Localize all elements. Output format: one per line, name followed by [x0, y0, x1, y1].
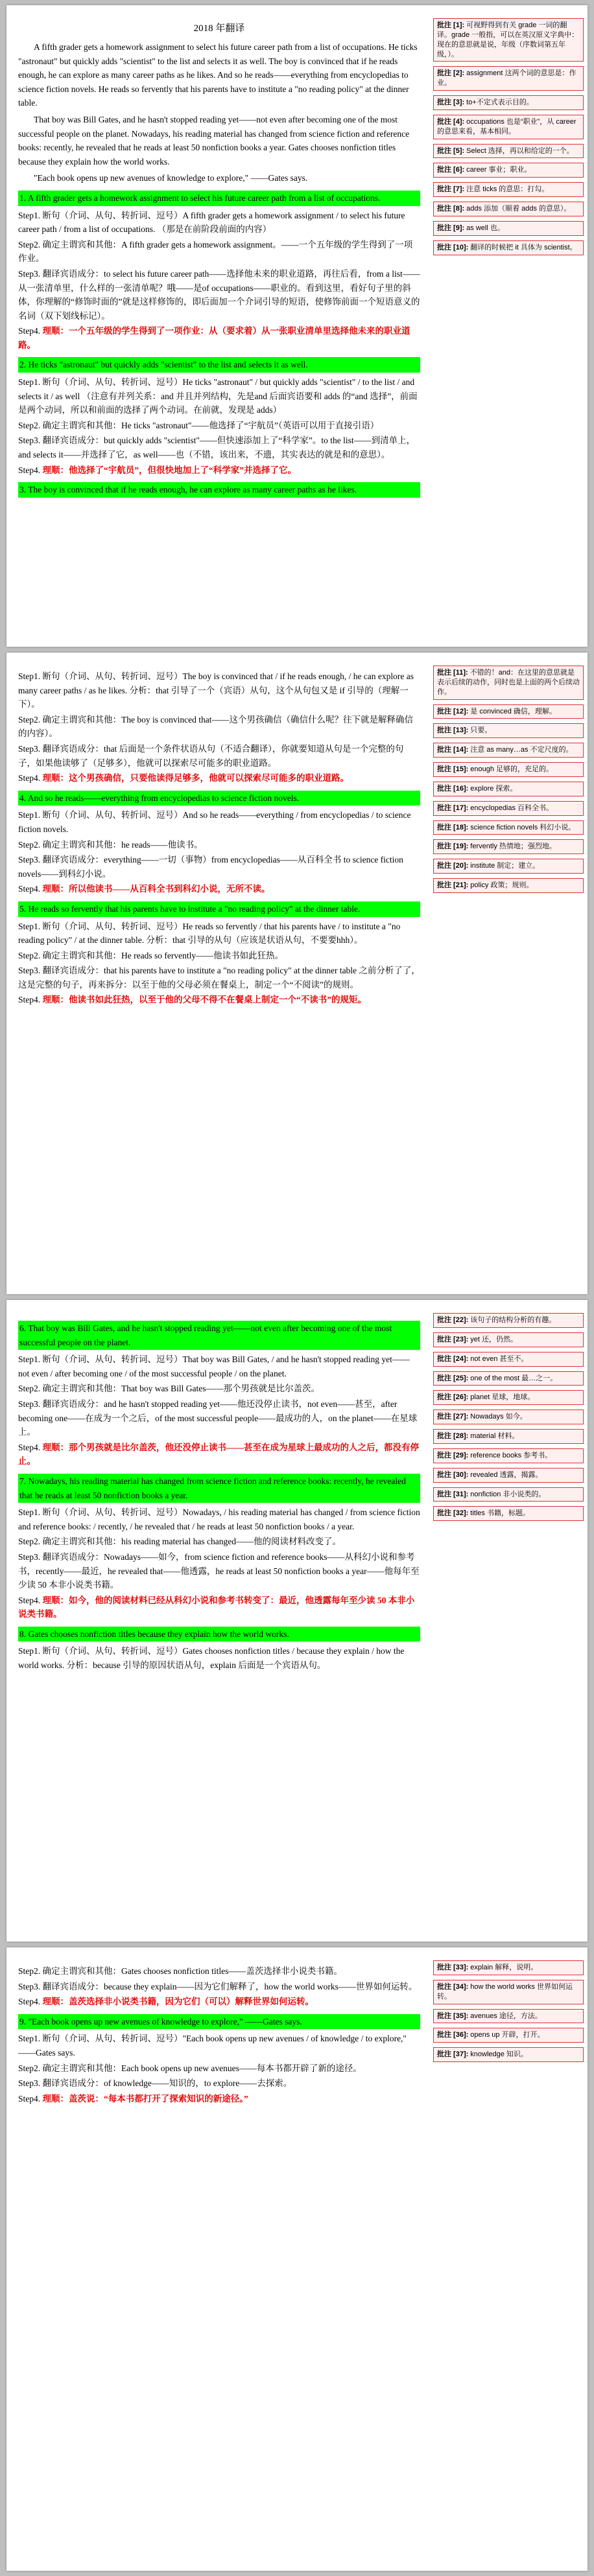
- comment-tag: 批注 [23]:: [437, 1335, 469, 1343]
- comment-margin: [433, 1313, 584, 1526]
- step-label: Step2.: [18, 714, 41, 725]
- step-label: Step2.: [18, 839, 41, 850]
- comment-text: reference books 参考书。: [470, 1451, 552, 1459]
- step-label: Step2.: [18, 1537, 41, 1547]
- comment-tag: 批注 [15]:: [437, 765, 469, 774]
- comment-text: titles 书籍，标题。: [470, 1509, 530, 1518]
- comment-text: adds 添加（顺着 adds 的意思）。: [466, 205, 571, 213]
- comment-balloon[interactable]: [433, 762, 584, 777]
- analysis-step: [18, 1382, 420, 1396]
- step-body: 翻译宾语成分：and he hasn't stopped reading yet——他还没停止读书，not even——甚至，after becoming one——在成为一个之后，of the most successful people——最成功的人，on the planet——在星球上。: [18, 1398, 418, 1437]
- comment-balloon[interactable]: [433, 2047, 584, 2062]
- sentence-text: He ticks "astronaut" but quickly adds "scientist" to the list and selects it as well.: [28, 360, 308, 370]
- step-label: Step4.: [18, 326, 41, 336]
- comment-tag: 批注 [11]:: [437, 669, 468, 677]
- comment-text: policy 政策；规则。: [470, 881, 534, 890]
- step-body: 翻译宾语成分：but quickly adds "scientist"——但快速添加上了“科学家”。to the list——到清单上，and selects it——并选择了它，as well——也（不错，该出来，不遗，其实表达的就是和的意思）。: [18, 435, 416, 460]
- comment-balloon[interactable]: [433, 182, 584, 197]
- comment-text: planet 星球，地球。: [470, 1393, 535, 1402]
- step-body: 翻译宾语成分：of knowledge——知识的，to explore——去探索。: [42, 2078, 292, 2089]
- step-body: 断句（介词、从句、转折词、逗号）He reads so fervently / that his parents have / to institute a "no reading policy" / at the dinner table. 分析：that 引导的从句（应该是状语从句，不要要hhh）。: [18, 921, 401, 946]
- page-body: [18, 668, 420, 1008]
- comment-text: material 材料。: [470, 1432, 519, 1441]
- comment-balloon[interactable]: [433, 666, 584, 700]
- step-label: Step3.: [18, 966, 41, 976]
- comment-text: encyclopedias 百科全书。: [470, 804, 554, 812]
- step-body: 翻译宾语成分：to select his future career path——选择他未来的职业道路，再往后看，from a list——从一张清单里，什么样的一张清单呢？哦——是of occupations——职业的。看到这里，看好句子里的斜体，你理解的“修饰时面的”就是这样修饰的，即后面加一个介词引导的短语，使修饰前面一个短语意义的名词（双下划线标记）。: [18, 268, 420, 321]
- comment-balloon[interactable]: [433, 221, 584, 236]
- step-label: Step3.: [18, 1398, 41, 1409]
- step-body: 理顺：所以他读书——从百科全书到科幻小说，无所不读。: [42, 884, 270, 894]
- step-body: 确定主谓宾和其他：A fifth grader gets a homework assignment。——一个五年级的学生得到了一项作业。: [18, 239, 413, 264]
- comment-text: fervently 热情地；强烈地。: [470, 842, 556, 851]
- step-label: Step1.: [18, 921, 41, 931]
- step-label: Step3.: [18, 855, 41, 865]
- comment-text: explore 探索。: [470, 784, 517, 793]
- analysis-step: [18, 808, 420, 836]
- comment-text: Nowadays 如今。: [470, 1413, 527, 1421]
- comment-tag: 批注 [28]:: [437, 1432, 469, 1441]
- step-body: 断句（介词、从句、转折词、逗号）"Each book opens up new avenues / of knowledge / to explore," ——Gates says.: [18, 2034, 407, 2058]
- comment-balloon[interactable]: [433, 1371, 584, 1386]
- comment-tag: 批注 [34]:: [437, 1982, 469, 1991]
- step-label: Step3.: [18, 2078, 41, 2089]
- comment-balloon[interactable]: [433, 18, 584, 62]
- comment-tag: 批注 [19]:: [437, 842, 469, 851]
- comment-tag: 批注 [21]:: [437, 881, 469, 890]
- step-body: 翻译宾语成分：everything——一切（事物）from encyclopedias——从百科全书 to science fiction novels——到科幻小说。: [18, 855, 403, 879]
- intro-paragraph: A fifth grader gets a homework assignment to select his future career path from a list of occupations. He ticks "astronaut" but quickly adds "scientist" to the list and selects it as well. The boy is convinced that if he reads enough, he can explore as many career paths as he likes. And so he reads——everything from encyclopedias to science fiction novels. He reads so fervently that his parents have to institute a "no reading policy" at the dinner table.: [18, 42, 418, 108]
- comment-tag: 批注 [1]:: [437, 21, 465, 29]
- step-label: Step2.: [18, 1966, 41, 1976]
- comment-tag: 批注 [5]:: [437, 146, 465, 155]
- document-title: 2018 年翻译: [193, 23, 245, 34]
- analysis-step: [18, 1441, 420, 1468]
- comment-text: enough 足够的，充足的。: [470, 765, 554, 774]
- sentence-heading: [18, 191, 420, 206]
- analysis-step: [18, 742, 420, 770]
- sentence-heading: [18, 2014, 420, 2030]
- comment-text: one of the most 最…之一。: [470, 1374, 558, 1382]
- document-page: [6, 653, 588, 1294]
- sentence-number: 6.: [19, 1323, 27, 1333]
- analysis-step: [18, 1995, 420, 2009]
- comment-text: knowledge 知识。: [470, 2050, 528, 2059]
- comment-balloon[interactable]: [433, 202, 584, 216]
- comment-text: opens up 开辟，打开。: [470, 2031, 545, 2039]
- step-label: Step1.: [18, 2034, 41, 2044]
- sentence-heading: [18, 901, 420, 917]
- step-body: 断句（介词、从句、转折词、逗号）That boy was Bill Gates, / and he hasn't stopped reading yet——not even / after becoming one / of the most successful people / on the planet.: [18, 1354, 410, 1378]
- sentence-heading: [18, 357, 420, 373]
- comment-tag: 批注 [14]:: [437, 746, 469, 754]
- comment-tag: 批注 [13]:: [437, 726, 469, 735]
- step-body: 断句（介词、从句、转折词、逗号）And so he reads——everything / from encyclopedias / to science fiction novels.: [18, 810, 411, 834]
- comment-balloon[interactable]: [433, 1960, 584, 1975]
- step-body: 确定主谓宾和其他：That boy was Bill Gates——那个男孩就是比尔盖茨。: [42, 1384, 320, 1394]
- comment-text: 该句子的结构分析的有趣。: [470, 1316, 556, 1324]
- intro-paragraph: That boy was Bill Gates, and he hasn't stopped reading yet——not even after becoming one of the most successful people on the planet. Nowadays, his reading material has changed from science fiction and reference books: recently, he revealed that he reads at least 50 nonfiction books a year. Gates chooses nonfiction titles because they explain how the world works.: [18, 114, 410, 167]
- comment-text: science fiction novels 科幻小说。: [470, 823, 576, 831]
- step-label: Step3.: [18, 1981, 41, 1991]
- comment-balloon[interactable]: [433, 1429, 584, 1444]
- step-body: 理顺：如今，他的阅读材料已经从科幻小说和参考书转变了：最近，他透露每年至少读 50 本非小说类书籍。: [18, 1595, 415, 1619]
- comment-text: as well 也。: [466, 224, 505, 232]
- analysis-step: [18, 2061, 420, 2076]
- comment-text: 注意 ticks 的意思：打勾。: [466, 185, 549, 194]
- sentence-heading: [18, 1627, 420, 1642]
- comment-balloon[interactable]: [433, 240, 584, 255]
- step-label: Step4.: [18, 773, 41, 783]
- step-body: 翻译宾语成分：because they explain——因为它们解释了，how the world works——世界如何运转。: [42, 1981, 418, 1991]
- comment-tag: 批注 [3]:: [437, 99, 465, 107]
- comment-balloon[interactable]: [433, 1448, 584, 1463]
- comment-balloon[interactable]: [433, 66, 584, 91]
- comment-text: 注意 as many…as 不定尺度的。: [470, 746, 573, 754]
- analysis-step: [18, 1644, 420, 1672]
- step-label: Step1.: [18, 1507, 41, 1518]
- comment-text: 不错的！and：在这里的意思就是表示后续的动作，同时也是上面的两个后续动作。: [437, 669, 580, 696]
- comment-tag: 批注 [24]:: [437, 1354, 469, 1363]
- analysis-step: [18, 1505, 420, 1533]
- comment-balloon[interactable]: [433, 115, 584, 139]
- sentence-heading: [18, 791, 420, 806]
- comment-text: 是 convinced 确信，理解。: [470, 707, 556, 715]
- comment-text: to+不定式表示目的。: [466, 99, 534, 107]
- comment-text: 可视野得到有关 grade 一词的翻译。grade 一般指，可以在英汉原义字典中：现在的意思就是说，年级（序数词第五年级，）。: [437, 21, 579, 58]
- comment-margin: [433, 1960, 584, 2067]
- analysis-step: [18, 920, 420, 947]
- sentence-number: 3.: [19, 485, 27, 495]
- step-body: 断句（介词、从句、转折词、逗号）Nowadays, / his reading material has changed / from science fiction and reference books: / recently, / he revealed that / he reads at least 50 nonfiction books / a year.: [18, 1507, 420, 1531]
- step-body: 确定主谓宾和其他：The boy is convinced that——这个男孩确信（确信什么呢？往下就是解释确信的内容）。: [18, 714, 413, 739]
- analysis-step: [18, 669, 420, 712]
- comment-text: 翻译的时候把 it 具体为 scientist。: [470, 243, 577, 251]
- comment-balloon[interactable]: [433, 820, 584, 835]
- comment-balloon[interactable]: [433, 2009, 584, 2024]
- comment-balloon[interactable]: [433, 782, 584, 796]
- step-label: Step1.: [18, 210, 41, 220]
- sentence-number: 2.: [19, 360, 27, 370]
- comment-balloon[interactable]: [433, 1410, 584, 1424]
- step-body: 理顺：盖茨选择非小说类书籍，因为它们（可以）解释世界如何运转。: [42, 1997, 315, 2007]
- step-body: 翻译宾语成分：Nowadays——如今，from science fiction and reference books——从科幻小说和参考书，recently——最近，he revealed that——他透露，he reads at least 50 nonfiction books a year——他每年至少读 50 本非小说类书籍。: [18, 1551, 420, 1590]
- comment-text: yet 还，仍然。: [470, 1335, 518, 1343]
- sentence-number: 9.: [19, 2016, 27, 2026]
- comment-text: 只要。: [470, 726, 492, 735]
- step-label: Step1.: [18, 377, 41, 388]
- step-label: Step3.: [18, 743, 41, 754]
- comment-text: explain 解释，说明。: [470, 1964, 538, 1971]
- comment-tag: 批注 [25]:: [437, 1374, 469, 1382]
- step-label: Step4.: [18, 884, 41, 894]
- comment-balloon[interactable]: [433, 1390, 584, 1405]
- step-body: 断句（介词、从句、转折词、逗号）The boy is convinced that / if he reads enough, / he can explore as many career paths / as he likes. 分析：that 引导了一个（宾语）从句，这个从句包又是 if 引导的（理解一下）。: [18, 671, 414, 710]
- analysis-step: [18, 1535, 420, 1549]
- comment-balloon[interactable]: [433, 144, 584, 159]
- comment-tag: 批注 [7]:: [437, 185, 465, 194]
- sentence-text: The boy is convinced that if he reads enough, he can explore as many career paths as he likes.: [28, 485, 357, 495]
- comment-balloon[interactable]: [433, 1332, 584, 1347]
- comment-tag: 批注 [33]:: [437, 1964, 469, 1971]
- comment-tag: 批注 [6]:: [437, 166, 465, 174]
- comment-text: institute 制定；建立。: [470, 862, 540, 870]
- step-body: 断句（介词、从句、转折词、逗号）A fifth grader gets a homework assignment / to select his future career path / from a list of occupations. （那是在前阶段前面的内容）: [18, 210, 405, 235]
- step-body: 确定主谓宾和其他：He reads so fervently——他读书如此狂热。: [42, 950, 284, 960]
- step-body: 理顺：他选择了“宇航员”，但很快地加上了“科学家”并选择了它。: [42, 465, 297, 475]
- step-label: Step2.: [18, 239, 41, 249]
- analysis-step: [18, 267, 420, 323]
- comment-balloon[interactable]: [433, 95, 584, 110]
- step-body: 理顺：这个男孩确信，只要他读得足够多，他就可以探索尽可能多的职业道路。: [42, 773, 350, 783]
- document-page: [6, 1947, 588, 2571]
- analysis-step: [18, 1964, 420, 1978]
- comment-balloon[interactable]: [433, 723, 584, 738]
- comment-text: Select 选择，再以和给定的一个。: [466, 146, 574, 155]
- page-body: [18, 1963, 420, 2107]
- sentence-heading: [18, 482, 420, 498]
- page-body: [18, 21, 420, 500]
- document-page: [6, 5, 588, 647]
- comment-text: not even 甚至不。: [470, 1354, 529, 1363]
- analysis-step: [18, 238, 420, 266]
- step-body: 确定主谓宾和其他：Gates chooses nonfiction titles——盖茨选择非小说类书籍。: [42, 1966, 342, 1976]
- comment-tag: 批注 [29]:: [437, 1451, 469, 1459]
- step-label: Step4.: [18, 1997, 41, 2007]
- step-body: 确定主谓宾和其他：Each book opens up new avenues——每本书都开辟了新的途径。: [42, 2063, 362, 2073]
- comment-tag: 批注 [8]:: [437, 205, 465, 213]
- analysis-step: [18, 324, 420, 352]
- step-label: Step2.: [18, 420, 41, 430]
- analysis-step: [18, 964, 420, 992]
- sentence-number: 4.: [19, 793, 27, 803]
- sentence-text: A fifth grader gets a homework assignment to select his future career path from a list of occupations.: [27, 192, 381, 203]
- comment-balloon[interactable]: [433, 1352, 584, 1367]
- analysis-step: [18, 2076, 420, 2091]
- analysis-step: [18, 1980, 420, 1994]
- comment-balloon[interactable]: [433, 743, 584, 758]
- comment-tag: 批注 [2]:: [437, 69, 465, 78]
- document-page: [6, 1300, 588, 1942]
- analysis-step: [18, 771, 420, 785]
- sentence-number: 8.: [19, 1629, 27, 1639]
- step-body: 断句（介词、从句、转折词、逗号）He ticks "astronaut" / but quickly adds "scientist" / to the list / and selects it / as well （注意有并列关系：and 并且并列结构，先是and 后面宾语要和 adds 的“and 选择”，前面是两个动词，所以和前面的选择了两个动词。在前就，发现是 adds）: [18, 377, 418, 415]
- page-body: [18, 1316, 420, 1674]
- comment-tag: 批注 [30]:: [437, 1470, 469, 1479]
- analysis-step: [18, 713, 420, 741]
- analysis-step: [18, 209, 420, 237]
- analysis-step: [18, 949, 420, 963]
- sentence-heading: [18, 1474, 420, 1503]
- step-label: Step3.: [18, 435, 41, 446]
- step-label: Step2.: [18, 2063, 41, 2073]
- step-label: Step4.: [18, 1442, 41, 1452]
- analysis-step: [18, 1550, 420, 1592]
- comment-balloon[interactable]: [433, 704, 584, 719]
- step-label: Step3.: [18, 1551, 41, 1562]
- sentence-text: That boy was Bill Gates, and he hasn't stopped reading yet——not even after becoming one of the most successful people on the planet.: [19, 1323, 392, 1347]
- comment-tag: 批注 [9]:: [437, 224, 465, 232]
- comment-balloon[interactable]: [433, 1980, 584, 2004]
- sentence-text: "Each book opens up new avenues of knowledge to explore," ——Gates says.: [28, 2016, 302, 2026]
- analysis-step: [18, 1352, 420, 1380]
- step-body: 确定主谓宾和其他：his reading material has changed——他的阅读材料改变了。: [42, 1537, 341, 1547]
- comment-balloon[interactable]: [433, 1487, 584, 1502]
- step-label: Step1.: [18, 1646, 41, 1656]
- comment-margin: [433, 666, 584, 898]
- sentence-heading: [18, 1321, 420, 1350]
- analysis-step: [18, 463, 420, 478]
- analysis-step: [18, 993, 420, 1007]
- comment-text: assignment 这两个词的意思是：作业。: [437, 69, 576, 87]
- analysis-step: [18, 838, 420, 852]
- comment-tag: 批注 [10]:: [437, 243, 469, 251]
- comment-tag: 批注 [36]:: [437, 2031, 469, 2039]
- comment-balloon[interactable]: [433, 859, 584, 874]
- comment-tag: 批注 [17]:: [437, 804, 469, 812]
- comment-balloon[interactable]: [433, 2028, 584, 2043]
- step-body: 断句（介词、从句、转折词、逗号）Gates chooses nonfiction titles / because they explain / how the world works. 分析：because 引导的原因状语从句，explain 后面是一个宾语从句。: [18, 1646, 405, 1671]
- step-label: Step4.: [18, 2093, 41, 2104]
- sentence-number: 5.: [19, 903, 27, 914]
- step-body: 理顺：他读书如此狂热，以至于他的父母不得不在餐桌上制定一个“不读书”的规矩。: [42, 995, 367, 1005]
- intro-paragraph: "Each book opens up new avenues of knowledge to explore," ——Gates says.: [34, 173, 308, 183]
- comment-balloon[interactable]: [433, 1506, 584, 1521]
- comment-tag: 批注 [12]:: [437, 707, 469, 715]
- comment-tag: 批注 [35]:: [437, 2012, 469, 2020]
- analysis-step: [18, 375, 420, 417]
- step-body: 理顺：盖茨说：“每本书都打开了探索知识的新途径。”: [42, 2093, 248, 2104]
- comment-balloon[interactable]: [433, 163, 584, 178]
- step-label: Step2.: [18, 950, 41, 960]
- step-label: Step2.: [18, 1384, 41, 1394]
- comment-balloon[interactable]: [433, 1313, 584, 1328]
- analysis-step: [18, 1594, 420, 1621]
- step-body: 翻译宾语成分：that his parents have to institute a "no reading policy" at the dinner table 之前分析了了，这是完整的句子，再来拆分：以至于他的父母必须在餐桌上，制定一个“不阅读”的规则。: [18, 966, 420, 990]
- comment-tag: 批注 [18]:: [437, 823, 469, 831]
- comment-text: how the world works 世界如何运转。: [437, 1982, 573, 2001]
- step-label: Step1.: [18, 810, 41, 820]
- comment-text: career 事业；职业。: [466, 166, 532, 174]
- step-body: 确定主谓宾和其他：he reads——他读书。: [42, 839, 203, 850]
- step-label: Step4.: [18, 1595, 41, 1605]
- step-label: Step4.: [18, 465, 41, 475]
- comment-tag: 批注 [37]:: [437, 2050, 469, 2059]
- sentence-text: And so he reads——everything from encyclopedias to science fiction novels.: [27, 793, 300, 803]
- sentence-text: Nowadays, his reading material has changed from science fiction and reference books: recently, he revealed that he reads at least 50 nonfiction books a year.: [19, 1476, 406, 1500]
- comment-tag: 批注 [20]:: [437, 862, 469, 870]
- step-body: 理顺：那个男孩就是比尔盖茨，他还没停止读书——甚至在成为星球上最成功的人之后，都没有停止。: [18, 1442, 420, 1467]
- comment-balloon[interactable]: [433, 1468, 584, 1483]
- sentence-text: He reads so fervently that his parents have to institute a "no reading policy" at the dinner table.: [28, 903, 361, 914]
- sentence-text: Gates chooses nonfiction titles because they explain how the world works.: [28, 1629, 289, 1639]
- step-body: 翻译宾语成分：that 后面是一个条件状语从句（不适合翻译），你就要知道从句是一个完整的句子，如果他读够了（足够多），他就可以探索尽可能多的职业道路。: [18, 743, 404, 768]
- step-label: Step1.: [18, 1354, 41, 1365]
- step-body: 理顺：一个五年级的学生得到了一项作业：从（要求着）从一张职业清单里选择他未来的职业道路。: [18, 326, 410, 350]
- analysis-step: [18, 853, 420, 881]
- analysis-step: [18, 419, 420, 433]
- comment-balloon[interactable]: [433, 801, 584, 816]
- sentence-number: 7.: [19, 1476, 27, 1486]
- comment-tag: 批注 [16]:: [437, 784, 469, 793]
- step-label: Step4.: [18, 995, 41, 1005]
- analysis-step: [18, 434, 420, 461]
- step-body: 确定主谓宾和其他：He ticks "astronaut"——他选择了“宇航员”（英语可以用于直接引语）: [42, 420, 379, 430]
- comment-text: nonfiction 非小说类的。: [470, 1490, 546, 1498]
- analysis-step: [18, 882, 420, 896]
- comment-balloon[interactable]: [433, 878, 584, 893]
- comment-text: revealed 透露，揭露。: [470, 1470, 543, 1479]
- comment-text: occupations 也是“职业”，从 career 的意思来看，基本相同。: [437, 117, 576, 135]
- comment-tag: 批注 [26]:: [437, 1393, 469, 1402]
- comment-margin: [433, 18, 584, 260]
- analysis-step: [18, 1397, 420, 1439]
- step-label: Step3.: [18, 268, 41, 279]
- analysis-step: [18, 2032, 420, 2060]
- comment-tag: 批注 [31]:: [437, 1490, 469, 1498]
- sentence-number: 1.: [19, 192, 27, 203]
- comment-balloon[interactable]: [433, 839, 584, 854]
- comment-tag: 批注 [22]:: [437, 1316, 469, 1324]
- comment-tag: 批注 [4]:: [437, 117, 465, 126]
- comment-text: avenues 途径，方法。: [470, 2012, 542, 2020]
- comment-tag: 批注 [27]:: [437, 1413, 469, 1421]
- comment-tag: 批注 [32]:: [437, 1509, 469, 1518]
- analysis-step: [18, 2092, 420, 2106]
- step-label: Step1.: [18, 671, 41, 681]
